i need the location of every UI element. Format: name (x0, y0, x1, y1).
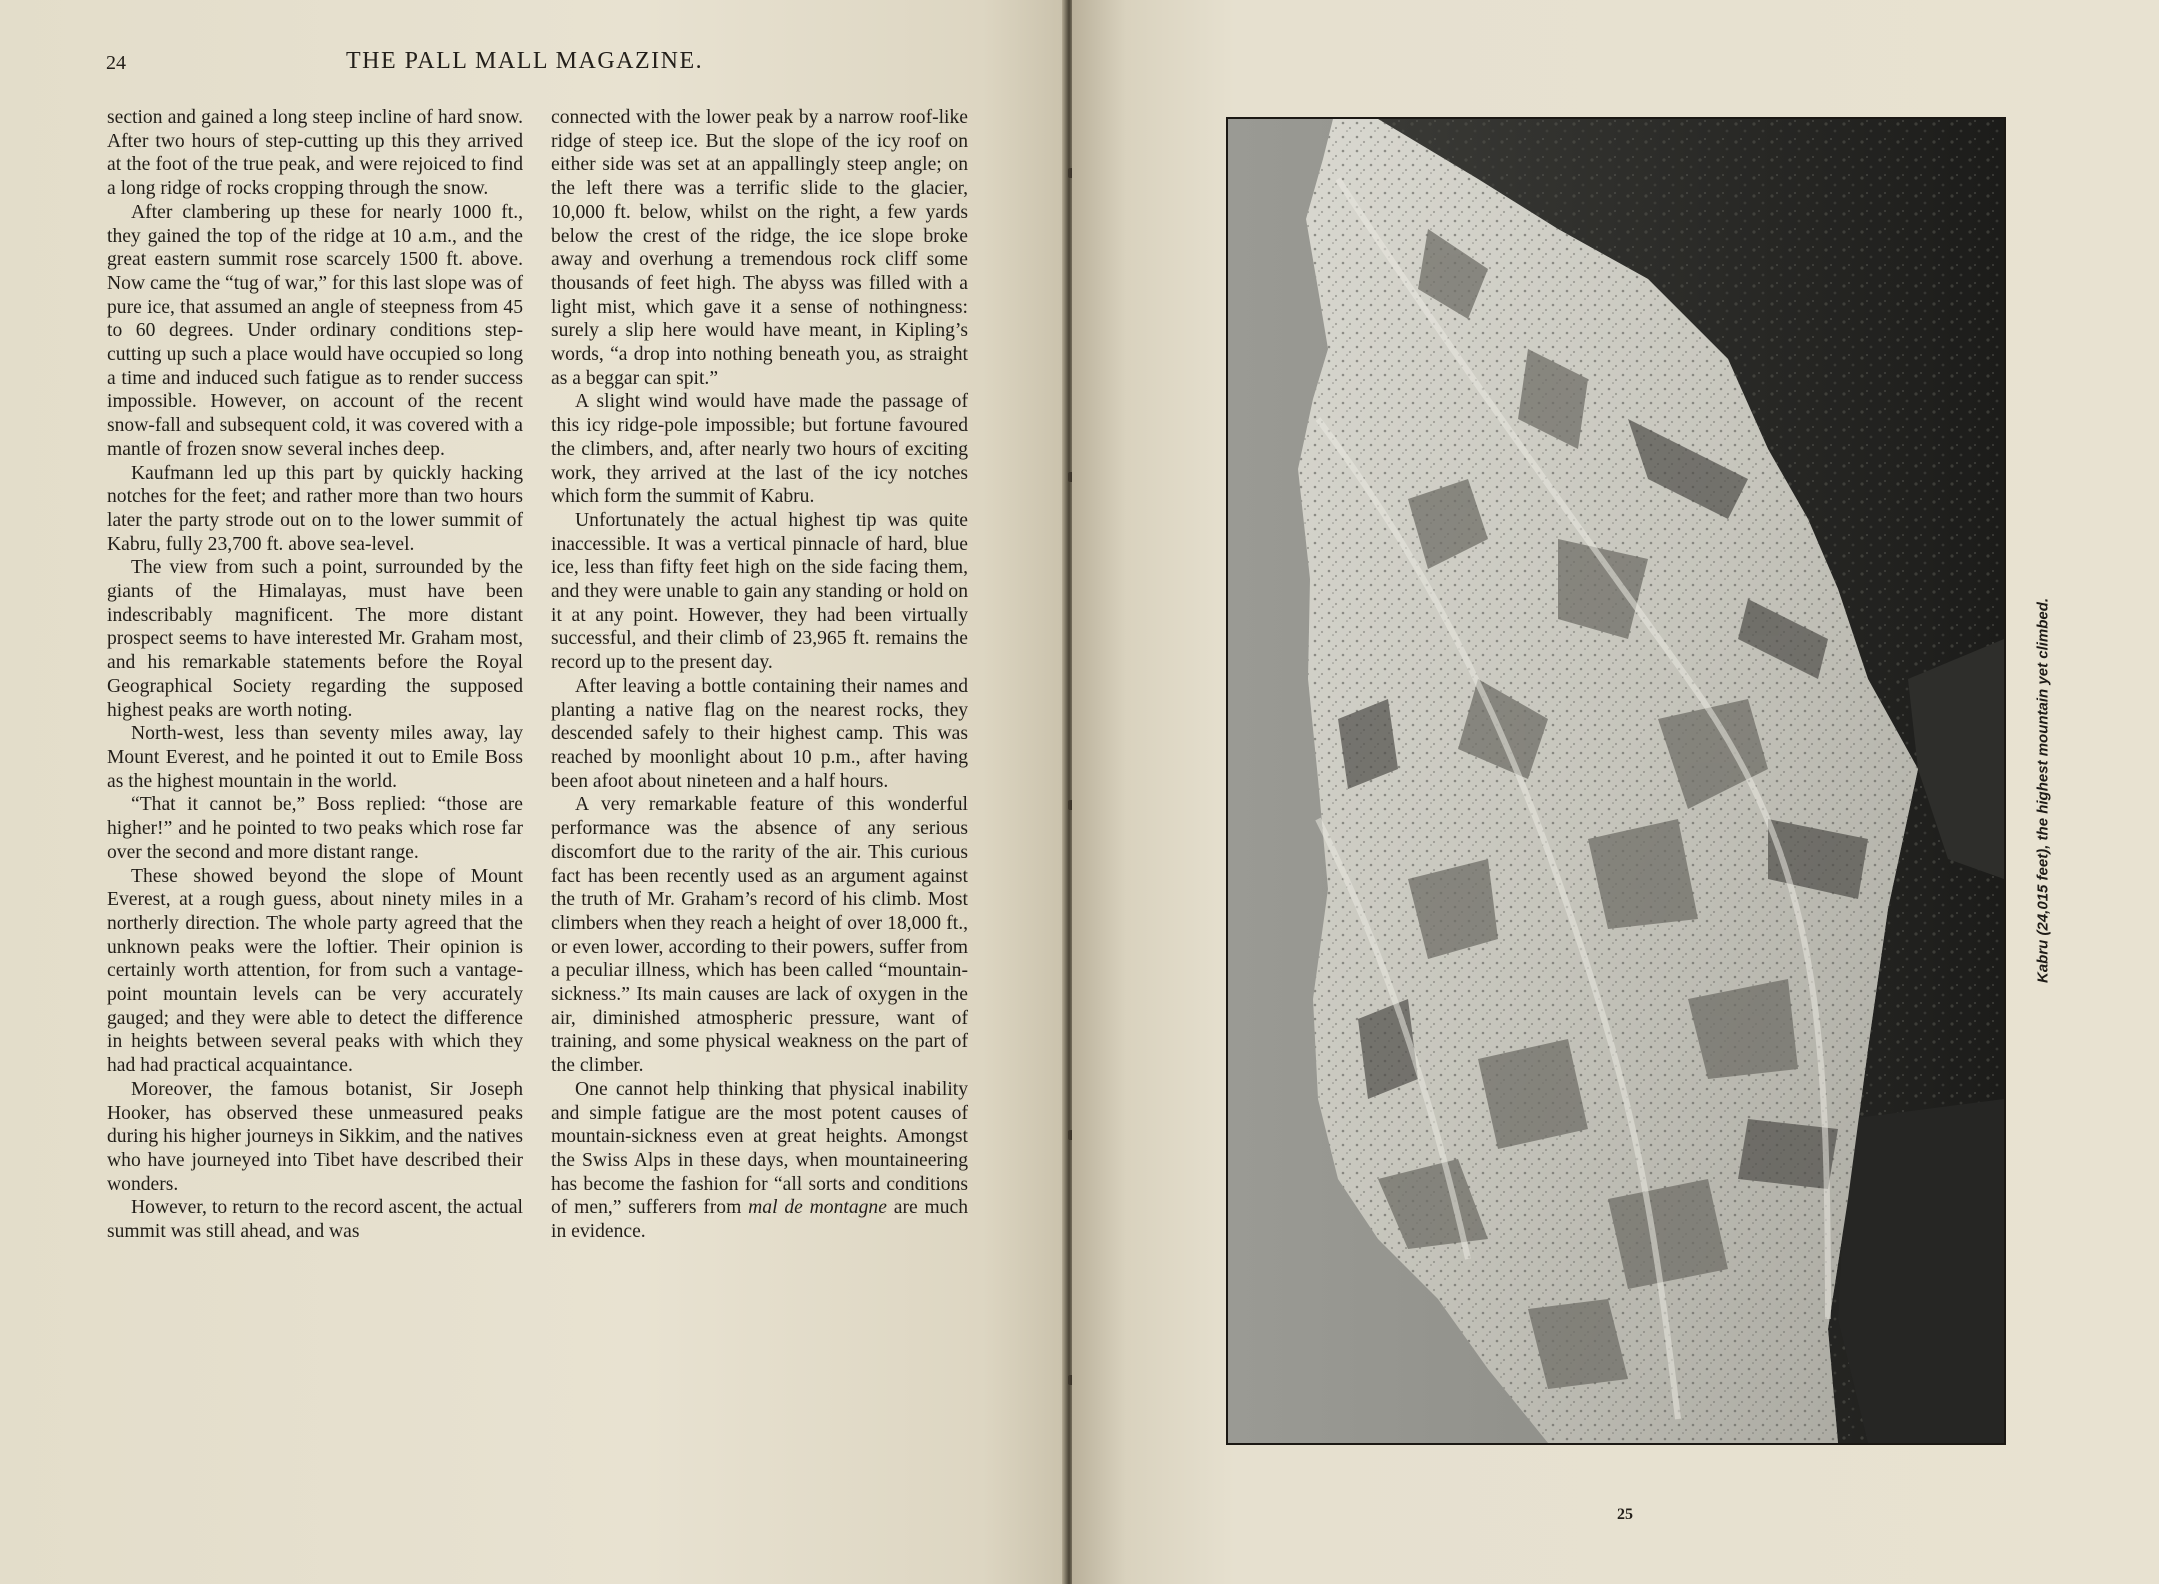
paragraph: section and gained a long steep incline of hard snow. After two hours of step-cutting up this they arrived at the foot of the true peak, and were rejoiced to find a long ridge of rocks cropping through the snow. (107, 107, 523, 200)
paragraph: These showed beyond the slope of Mount Everest, at a rough guess, about ninety miles in a northerly direction. The whole party agreed that the unknown peaks were the loftier. Their opinion is certainly worth attention, for from such a vantage-point mountain levels can be very accurately gauged; and they were able to detect the difference in heights between several peaks with which they had had practical acquaintance. (107, 865, 523, 1077)
paragraph: The view from such a point, surrounded by the giants of the Himalayas, must have been indescribably magnificent. The more distant prospect seems to have interested Mr. Graham most, and his remarkable statements before the Royal Geographical Society regarding the supposed highest peaks are worth noting. (107, 557, 523, 721)
paragraph-text: One cannot help thinking that physical inability and simple fatigue are the most potent causes of mountain-sickness even at great heights. Amongst the Swiss Alps in these days, when mountaineering has become the fashion for “all sorts and conditions of men,” sufferers from (551, 1078, 968, 1219)
paragraph: Moreover, the famous botanist, Sir Joseph Hooker, has observed these unmeasured peaks during his higher journeys in Sikkim, and the natives who have journeyed into Tibet have described their wonders. (107, 1078, 523, 1195)
photo-caption: Kabru (24,015 feet), the highest mountain yet climbed. (2034, 597, 2052, 983)
right-page-number: 25 (1617, 1506, 1633, 1523)
paragraph: After clambering up these for nearly 1000 ft., they gained the top of the ridge at 10 a.m., and the great eastern summit rose scarcely 1500 ft. above. Now came the “tug of war,” for this last slope was of pure ice, that assumed an angle of steepness from 45 to 60 degrees. Under ordinary conditions step-cutting up such a place would have occupied so long a time and induced such fatigue as to render success impossible. However, on account of the recent snow-fall and subsequent cold, it was covered with a mantle of frozen snow several inches deep. (107, 201, 524, 460)
paragraph: Kaufmann led up this part by quickly hacking notches for the feet; and rather more than two hours later the party strode out on to the lower summit of Kabru, fully 23,700 ft. above sea-level. (107, 462, 523, 555)
text-column-2 (551, 106, 968, 1244)
paragraph: “That it cannot be,” Boss replied: “those are higher!” and he pointed to two peaks which rose far over the second and more distant range. (107, 794, 523, 863)
photo-drawing (1228, 119, 2004, 1443)
paragraph: connected with the lower peak by a narrow roof-like ridge of steep ice. But the slope of the icy roof on either side was set at an appallingly steep angle; on the left there was a terrific slide to the glacier, 10,000 ft. below, whilst on the right, a few yards below the crest of the ridge, the ice slope broke away and overhung a tremendous rock cliff some thousands of feet high. The abyss was filled with a light mist, which gave it a sense of nothingness: surely a slip here would have meant, in Kipling’s words, “a drop into nothing beneath you, as straight as a beggar can spit.” (551, 107, 968, 389)
paragraph: After leaving a bottle containing their names and planting a native flag on the nearest rocks, they descended safely to their highest camp. This was reached by moonlight about 10 p.m., after having been afoot about nineteen and a half hours. (551, 675, 968, 792)
running-title: THE PALL MALL MAGAZINE. (346, 48, 704, 74)
paragraph-tail: are much in evidence. (551, 1197, 968, 1243)
paragraph-last (551, 1078, 968, 1244)
left-page (0, 0, 1068, 1584)
paragraph: A slight wind would have made the passage of this icy ridge-pole impossible; but fortune favoured the climbers, and, after nearly two hours of exciting work, they arrived at the last of the icy notches which form the summit of Kabru. (551, 391, 968, 508)
paragraph: However, to return to the record ascent, the actual summit was still ahead, and was (107, 1197, 523, 1243)
paragraph: North-west, less than seventy miles away, lay Mount Everest, and he pointed it out to Emile Boss as the highest mountain in the world. (107, 723, 523, 792)
left-page-number: 24 (106, 52, 126, 74)
text-column-1 (107, 106, 523, 1244)
paragraph: Unfortunately the actual highest tip was quite inaccessible. It was a vertical pinnacle of hard, blue ice, less than fifty feet high on the side facing them, and they were unable to gain any standing or hold on it at any point. However, they had been virtually successful, and their climb of 23,965 ft. remains the record up to the present day. (551, 509, 968, 674)
italic-phrase: mal de montagne (748, 1197, 887, 1219)
mountain-photograph (1226, 117, 2006, 1445)
paragraph: A very remarkable feature of this wonderful performance was the absence of any serious discomfort due to the rarity of the air. This curious fact has been recently used as an argument against the truth of Mr. Graham’s record of his climb. Most climbers when they reach a height of over 18,000 ft., or even lower, according to their powers, suffer from a peculiar illness, which has been called “mountain-sickness.” Its main causes are lack of oxygen in the air, diminished atmospheric pressure, want of training, and some physical weakness on the part of the climber. (551, 794, 968, 1077)
